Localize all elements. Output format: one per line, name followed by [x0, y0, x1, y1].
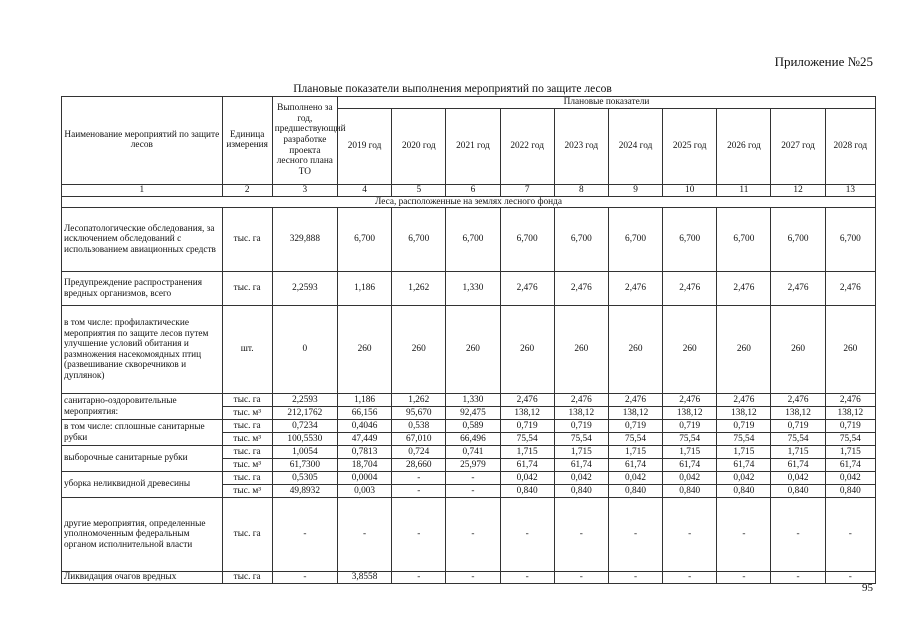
- row-year-value: 0,719: [554, 420, 608, 433]
- row-done-value: -: [272, 498, 337, 572]
- row-year-value: 0,0004: [337, 472, 391, 485]
- row-year-value: 6,700: [771, 208, 825, 272]
- row-year-value: 138,12: [663, 407, 717, 420]
- appendix-label: Приложение №25: [774, 54, 873, 69]
- row-year-value: 75,54: [554, 433, 608, 446]
- row-year-value: 0,840: [771, 485, 825, 498]
- column-number: 2: [222, 184, 272, 196]
- row-year-value: 1,715: [825, 446, 875, 459]
- row-name: уборка неликвидной древесины: [62, 472, 223, 498]
- row-year-value: -: [771, 498, 825, 572]
- section-title: Леса, расположенные на землях лесного фонда: [62, 196, 876, 208]
- row-name: Лесопатологические обследования, за исключением обследований с использованием авиационных средств: [62, 208, 223, 272]
- row-year-value: 0,4046: [337, 420, 391, 433]
- row-unit: тыс. м³: [222, 433, 272, 446]
- row-year-value: 0,042: [825, 472, 875, 485]
- header-name: Наименование мероприятий по защите лесов: [62, 97, 223, 185]
- row-year-value: -: [337, 498, 391, 572]
- row-year-value: 0,042: [663, 472, 717, 485]
- row-done-value: 0: [272, 306, 337, 394]
- row-year-value: -: [663, 498, 717, 572]
- row-unit: тыс. га: [222, 208, 272, 272]
- row-done-value: 49,8932: [272, 485, 337, 498]
- row-year-value: 2,476: [554, 272, 608, 306]
- row-done-value: 1,0054: [272, 446, 337, 459]
- row-year-value: 6,700: [554, 208, 608, 272]
- header-year: 2023 год: [554, 108, 608, 184]
- row-year-value: 0,840: [825, 485, 875, 498]
- row-year-value: 260: [663, 306, 717, 394]
- row-year-value: 0,840: [663, 485, 717, 498]
- row-year-value: 2,476: [608, 272, 662, 306]
- row-done-value: 212,1762: [272, 407, 337, 420]
- row-year-value: 260: [554, 306, 608, 394]
- row-year-value: -: [825, 572, 875, 584]
- row-year-value: 1,330: [446, 272, 500, 306]
- row-year-value: 2,476: [825, 394, 875, 407]
- row-year-value: 61,74: [717, 459, 771, 472]
- row-year-value: 138,12: [500, 407, 554, 420]
- row-year-value: -: [771, 572, 825, 584]
- row-unit: шт.: [222, 306, 272, 394]
- header-done: Выполнено за год, предшествующий разработке проекта лесного плана ТО: [272, 97, 337, 185]
- row-year-value: 6,700: [717, 208, 771, 272]
- header-planned: Плановые показатели: [337, 97, 875, 109]
- row-year-value: 2,476: [500, 272, 554, 306]
- row-year-value: 61,74: [771, 459, 825, 472]
- row-year-value: 2,476: [825, 272, 875, 306]
- row-year-value: 2,476: [608, 394, 662, 407]
- row-year-value: 0,840: [500, 485, 554, 498]
- row-year-value: 75,54: [771, 433, 825, 446]
- column-number: 7: [500, 184, 554, 196]
- row-year-value: 1,715: [717, 446, 771, 459]
- row-year-value: 260: [392, 306, 446, 394]
- row-year-value: 6,700: [663, 208, 717, 272]
- header-year: 2027 год: [771, 108, 825, 184]
- row-year-value: 260: [717, 306, 771, 394]
- row-year-value: 260: [825, 306, 875, 394]
- row-unit: тыс. га: [222, 420, 272, 433]
- row-year-value: 6,700: [500, 208, 554, 272]
- table-row: [62, 420, 876, 433]
- row-year-value: 0,003: [337, 485, 391, 498]
- row-year-value: 0,719: [717, 420, 771, 433]
- table-row: [62, 306, 876, 394]
- row-year-value: 0,719: [663, 420, 717, 433]
- row-year-value: 138,12: [554, 407, 608, 420]
- row-unit: тыс. га: [222, 472, 272, 485]
- row-year-value: 2,476: [663, 272, 717, 306]
- row-done-value: 0,5305: [272, 472, 337, 485]
- row-done-value: 2,2593: [272, 272, 337, 306]
- row-year-value: 1,330: [446, 394, 500, 407]
- column-number: 5: [392, 184, 446, 196]
- row-year-value: 75,54: [825, 433, 875, 446]
- row-year-value: -: [392, 472, 446, 485]
- row-year-value: 3,8558: [337, 572, 391, 584]
- row-year-value: 138,12: [825, 407, 875, 420]
- row-year-value: 2,476: [554, 394, 608, 407]
- table-row: [62, 272, 876, 306]
- header-year: 2021 год: [446, 108, 500, 184]
- header-year: 2025 год: [663, 108, 717, 184]
- row-year-value: 6,700: [392, 208, 446, 272]
- row-unit: тыс. м³: [222, 459, 272, 472]
- header-year: 2026 год: [717, 108, 771, 184]
- row-year-value: 1,186: [337, 394, 391, 407]
- row-year-value: 260: [771, 306, 825, 394]
- header-year: 2019 год: [337, 108, 391, 184]
- column-number: 3: [272, 184, 337, 196]
- column-number: 8: [554, 184, 608, 196]
- forest-protection-table: [61, 96, 876, 584]
- row-done-value: -: [272, 572, 337, 584]
- row-year-value: 67,010: [392, 433, 446, 446]
- row-year-value: 1,262: [392, 394, 446, 407]
- table-row: [62, 472, 876, 485]
- row-year-value: 6,700: [825, 208, 875, 272]
- row-year-value: -: [608, 498, 662, 572]
- row-done-value: 2,2593: [272, 394, 337, 407]
- row-year-value: 1,262: [392, 272, 446, 306]
- row-year-value: 1,715: [554, 446, 608, 459]
- row-year-value: 18,704: [337, 459, 391, 472]
- row-year-value: 47,449: [337, 433, 391, 446]
- column-number: 13: [825, 184, 875, 196]
- column-number: 10: [663, 184, 717, 196]
- row-name: в том числе: профилактические мероприятия по защите лесов путем улучшение условий обитания и размножения насекомоядных птиц (развешивание скворечников и дуплянок): [62, 306, 223, 394]
- row-year-value: 0,840: [717, 485, 771, 498]
- row-year-value: -: [717, 572, 771, 584]
- column-number: 1: [62, 184, 223, 196]
- row-year-value: 2,476: [663, 394, 717, 407]
- header-year: 2024 год: [608, 108, 662, 184]
- row-year-value: 260: [500, 306, 554, 394]
- row-year-value: 61,74: [825, 459, 875, 472]
- header-year: 2022 год: [500, 108, 554, 184]
- header-unit: Единица измерения: [222, 97, 272, 185]
- row-year-value: -: [446, 572, 500, 584]
- row-year-value: -: [500, 572, 554, 584]
- row-done-value: 329,888: [272, 208, 337, 272]
- row-year-value: 6,700: [446, 208, 500, 272]
- row-unit: тыс. м³: [222, 485, 272, 498]
- row-year-value: 0,589: [446, 420, 500, 433]
- row-year-value: -: [608, 572, 662, 584]
- row-year-value: -: [500, 498, 554, 572]
- row-year-value: 1,715: [663, 446, 717, 459]
- row-year-value: 0,840: [554, 485, 608, 498]
- row-year-value: -: [446, 472, 500, 485]
- row-unit: тыс. м³: [222, 407, 272, 420]
- row-year-value: 61,74: [554, 459, 608, 472]
- column-number: 9: [608, 184, 662, 196]
- table-row: [62, 208, 876, 272]
- row-year-value: -: [717, 498, 771, 572]
- row-year-value: 66,496: [446, 433, 500, 446]
- row-year-value: 75,54: [608, 433, 662, 446]
- row-year-value: -: [392, 485, 446, 498]
- row-year-value: 260: [608, 306, 662, 394]
- row-year-value: 260: [337, 306, 391, 394]
- column-number: 11: [717, 184, 771, 196]
- row-year-value: 2,476: [717, 394, 771, 407]
- row-year-value: 138,12: [608, 407, 662, 420]
- header-year: 2028 год: [825, 108, 875, 184]
- row-year-value: 75,54: [500, 433, 554, 446]
- row-year-value: 6,700: [337, 208, 391, 272]
- row-year-value: 138,12: [771, 407, 825, 420]
- row-year-value: 1,715: [771, 446, 825, 459]
- row-year-value: 0,042: [608, 472, 662, 485]
- row-name: Предупреждение распространения вредных организмов, всего: [62, 272, 223, 306]
- row-year-value: 0,724: [392, 446, 446, 459]
- row-year-value: 0,719: [825, 420, 875, 433]
- row-year-value: -: [392, 498, 446, 572]
- row-unit: тыс. га: [222, 272, 272, 306]
- row-year-value: 2,476: [771, 272, 825, 306]
- row-done-value: 0,7234: [272, 420, 337, 433]
- row-done-value: 61,7300: [272, 459, 337, 472]
- row-year-value: 6,700: [608, 208, 662, 272]
- header-year: 2020 год: [392, 108, 446, 184]
- table-title: Плановые показатели выполнения мероприятий по защите лесов: [293, 83, 612, 95]
- row-name: выборочные санитарные рубки: [62, 446, 223, 472]
- row-year-value: 138,12: [717, 407, 771, 420]
- row-unit: тыс. га: [222, 498, 272, 572]
- row-year-value: 0,042: [771, 472, 825, 485]
- row-year-value: -: [392, 572, 446, 584]
- row-year-value: 0,719: [771, 420, 825, 433]
- row-unit: тыс. га: [222, 446, 272, 459]
- row-name: другие мероприятия, определенные уполномоченным федеральным органом исполнительной власти: [62, 498, 223, 572]
- row-year-value: 0,7813: [337, 446, 391, 459]
- row-year-value: 0,840: [608, 485, 662, 498]
- row-year-value: 61,74: [608, 459, 662, 472]
- row-year-value: 0,538: [392, 420, 446, 433]
- row-name: санитарно-оздоровительные мероприятия:: [62, 394, 223, 420]
- column-number: 4: [337, 184, 391, 196]
- row-year-value: -: [825, 498, 875, 572]
- row-done-value: 100,5530: [272, 433, 337, 446]
- row-year-value: 1,715: [500, 446, 554, 459]
- row-year-value: 92,475: [446, 407, 500, 420]
- row-year-value: 2,476: [771, 394, 825, 407]
- row-year-value: 0,719: [608, 420, 662, 433]
- row-year-value: 61,74: [500, 459, 554, 472]
- row-year-value: -: [554, 572, 608, 584]
- row-year-value: 28,660: [392, 459, 446, 472]
- row-unit: тыс. га: [222, 394, 272, 407]
- row-name: в том числе: сплошные санитарные рубки: [62, 420, 223, 446]
- row-year-value: 95,670: [392, 407, 446, 420]
- row-year-value: -: [554, 498, 608, 572]
- row-year-value: -: [663, 572, 717, 584]
- row-year-value: 0,042: [500, 472, 554, 485]
- row-year-value: 61,74: [663, 459, 717, 472]
- column-number: 6: [446, 184, 500, 196]
- table-row: [62, 572, 876, 584]
- row-year-value: 25,979: [446, 459, 500, 472]
- row-year-value: 75,54: [717, 433, 771, 446]
- row-year-value: 1,186: [337, 272, 391, 306]
- row-year-value: 260: [446, 306, 500, 394]
- row-year-value: 0,741: [446, 446, 500, 459]
- row-year-value: 0,719: [500, 420, 554, 433]
- row-year-value: 66,156: [337, 407, 391, 420]
- table-row: [62, 446, 876, 459]
- row-name: Ликвидация очагов вредных: [62, 572, 223, 584]
- page-number: 95: [862, 582, 873, 594]
- row-year-value: 0,042: [554, 472, 608, 485]
- row-year-value: 2,476: [500, 394, 554, 407]
- row-year-value: 75,54: [663, 433, 717, 446]
- row-year-value: 0,042: [717, 472, 771, 485]
- table-row: [62, 394, 876, 407]
- row-year-value: 1,715: [608, 446, 662, 459]
- row-year-value: -: [446, 498, 500, 572]
- row-year-value: -: [446, 485, 500, 498]
- row-year-value: 2,476: [717, 272, 771, 306]
- row-unit: тыс. га: [222, 572, 272, 584]
- column-number: 12: [771, 184, 825, 196]
- table-row: [62, 498, 876, 572]
